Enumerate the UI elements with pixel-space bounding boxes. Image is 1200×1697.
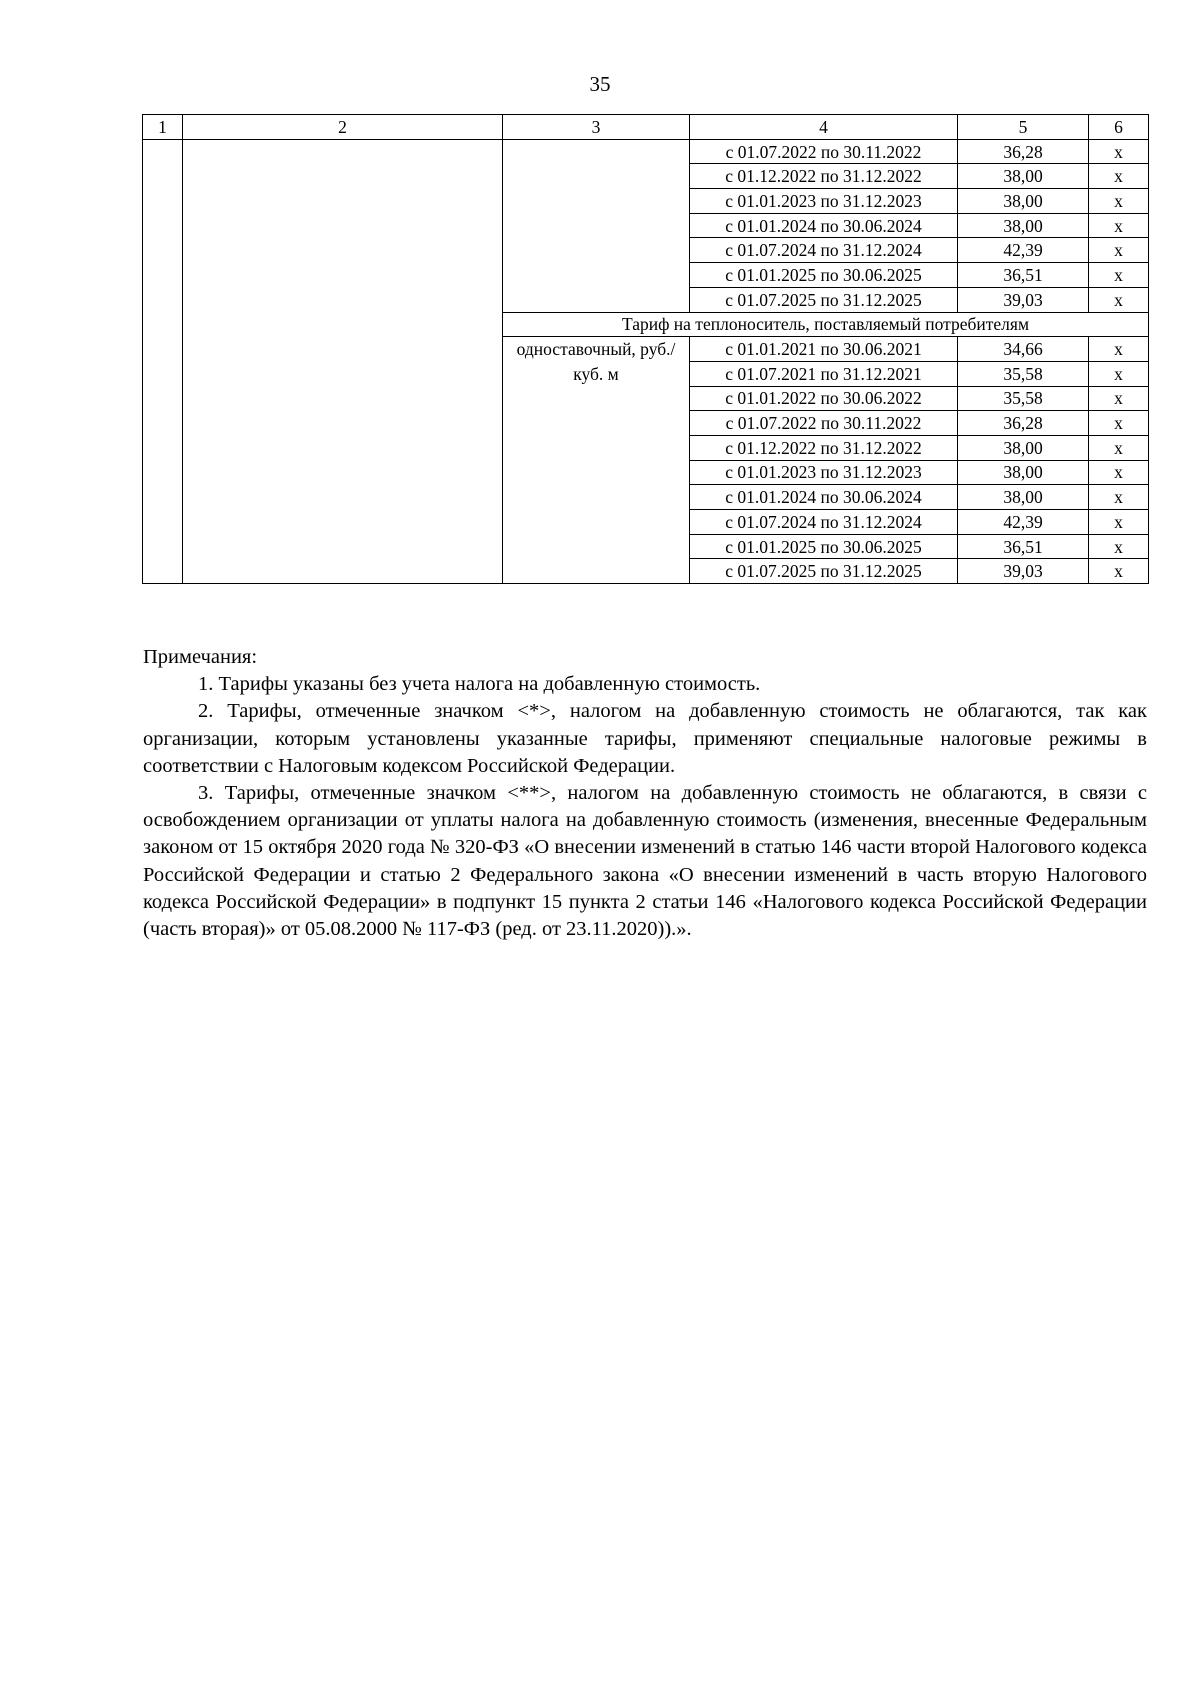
col1-cell xyxy=(143,139,183,583)
value-cell: 34,66 xyxy=(958,337,1089,362)
value-cell: 38,00 xyxy=(958,435,1089,460)
col2-cell xyxy=(183,139,503,583)
header-cell: 2 xyxy=(183,115,503,140)
notes-section xyxy=(143,644,1147,943)
period-cell: с 01.01.2025 по 30.06.2025 xyxy=(690,263,958,288)
mark-cell: х xyxy=(1089,435,1149,460)
period-cell: с 01.01.2023 по 31.12.2023 xyxy=(690,460,958,485)
value-cell: 38,00 xyxy=(958,189,1089,214)
page-number: 35 xyxy=(589,72,611,96)
value-cell: 42,39 xyxy=(958,510,1089,535)
value-cell: 36,51 xyxy=(958,263,1089,288)
period-cell: с 01.01.2024 по 30.06.2024 xyxy=(690,485,958,510)
tariff-table xyxy=(142,114,1149,584)
mark-cell: х xyxy=(1089,213,1149,238)
mark-cell: х xyxy=(1089,534,1149,559)
mark-cell: х xyxy=(1089,386,1149,411)
mark-cell: х xyxy=(1089,189,1149,214)
mark-cell: х xyxy=(1089,559,1149,584)
period-cell: с 01.07.2025 по 31.12.2025 xyxy=(690,287,958,312)
period-cell: с 01.01.2023 по 31.12.2023 xyxy=(690,189,958,214)
mark-cell: х xyxy=(1089,238,1149,263)
note-item-3: 3. Тарифы, отмеченные значком <**>, налогом на добавленную стоимость не облагаются, в связи с освобождением организации от уплаты налога на добавленную стоимость (изменения, внесенные Федеральным законом от 15 октября 2020 года № 320-ФЗ «О внесении изменений в статью 146 части второй Налогового кодекса Российской Федерации и статью 2 Федерального закона «О внесении изменений в часть вторую Налогового кодекса Российской Федерации» в подпункт 15 пункта 2 статьи 146 «Налогового кодекса Российской Федерации (часть вторая)» от 05.08.2000 № 117-ФЗ (ред. от 23.11.2020)).». xyxy=(143,782,1147,941)
period-cell: с 01.01.2025 по 30.06.2025 xyxy=(690,534,958,559)
period-cell: с 01.07.2022 по 30.11.2022 xyxy=(690,411,958,436)
period-cell: с 01.12.2022 по 31.12.2022 xyxy=(690,435,958,460)
period-cell: с 01.01.2024 по 30.06.2024 xyxy=(690,213,958,238)
period-cell: с 01.07.2022 по 30.11.2022 xyxy=(690,139,958,164)
header-cell: 6 xyxy=(1089,115,1149,140)
note-item-1: 1. Тарифы указаны без учета налога на добавленную стоимость. xyxy=(198,673,761,696)
header-cell: 3 xyxy=(503,115,690,140)
col3-cell-group1 xyxy=(503,139,690,312)
value-cell: 35,58 xyxy=(958,386,1089,411)
value-cell: 39,03 xyxy=(958,287,1089,312)
value-cell: 35,58 xyxy=(958,361,1089,386)
period-cell: с 01.07.2025 по 31.12.2025 xyxy=(690,559,958,584)
notes-heading: Примечания: xyxy=(143,646,258,668)
period-cell: с 01.12.2022 по 31.12.2022 xyxy=(690,164,958,189)
mark-cell: х xyxy=(1089,337,1149,362)
note-item-2: 2. Тарифы, отмеченные значком <*>, налогом на добавленную стоимость не облагаются, так как организации, которым установлены указанные тарифы, применяют специальные налоговые режимы в соответствии с Налоговым кодексом Российской Федерации. xyxy=(143,700,1147,777)
mark-cell: х xyxy=(1089,287,1149,312)
table-row xyxy=(143,139,1149,164)
mark-cell: х xyxy=(1089,510,1149,535)
header-cell: 4 xyxy=(690,115,958,140)
period-cell: с 01.01.2022 по 30.06.2022 xyxy=(690,386,958,411)
mark-cell: х xyxy=(1089,361,1149,386)
period-cell: с 01.07.2024 по 31.12.2024 xyxy=(690,238,958,263)
value-cell: 36,28 xyxy=(958,139,1089,164)
value-cell: 38,00 xyxy=(958,213,1089,238)
table-header-row xyxy=(143,115,1149,140)
period-cell: с 01.07.2021 по 31.12.2021 xyxy=(690,361,958,386)
header-cell: 5 xyxy=(958,115,1089,140)
value-cell: 42,39 xyxy=(958,238,1089,263)
mark-cell: х xyxy=(1089,460,1149,485)
mark-cell: х xyxy=(1089,485,1149,510)
mark-cell: х xyxy=(1089,164,1149,189)
header-cell: 1 xyxy=(143,115,183,140)
value-cell: 39,03 xyxy=(958,559,1089,584)
mark-cell: х xyxy=(1089,411,1149,436)
value-cell: 36,51 xyxy=(958,534,1089,559)
value-cell: 38,00 xyxy=(958,164,1089,189)
mark-cell: х xyxy=(1089,139,1149,164)
section-title: Тариф на теплоноситель, поставляемый потребителям xyxy=(503,312,1149,337)
value-cell: 38,00 xyxy=(958,460,1089,485)
mark-cell: х xyxy=(1089,263,1149,288)
rate-type-cell: одноставочный, руб./куб. м xyxy=(503,337,690,584)
value-cell: 36,28 xyxy=(958,411,1089,436)
period-cell: с 01.07.2024 по 31.12.2024 xyxy=(690,510,958,535)
period-cell: с 01.01.2021 по 30.06.2021 xyxy=(690,337,958,362)
value-cell: 38,00 xyxy=(958,485,1089,510)
